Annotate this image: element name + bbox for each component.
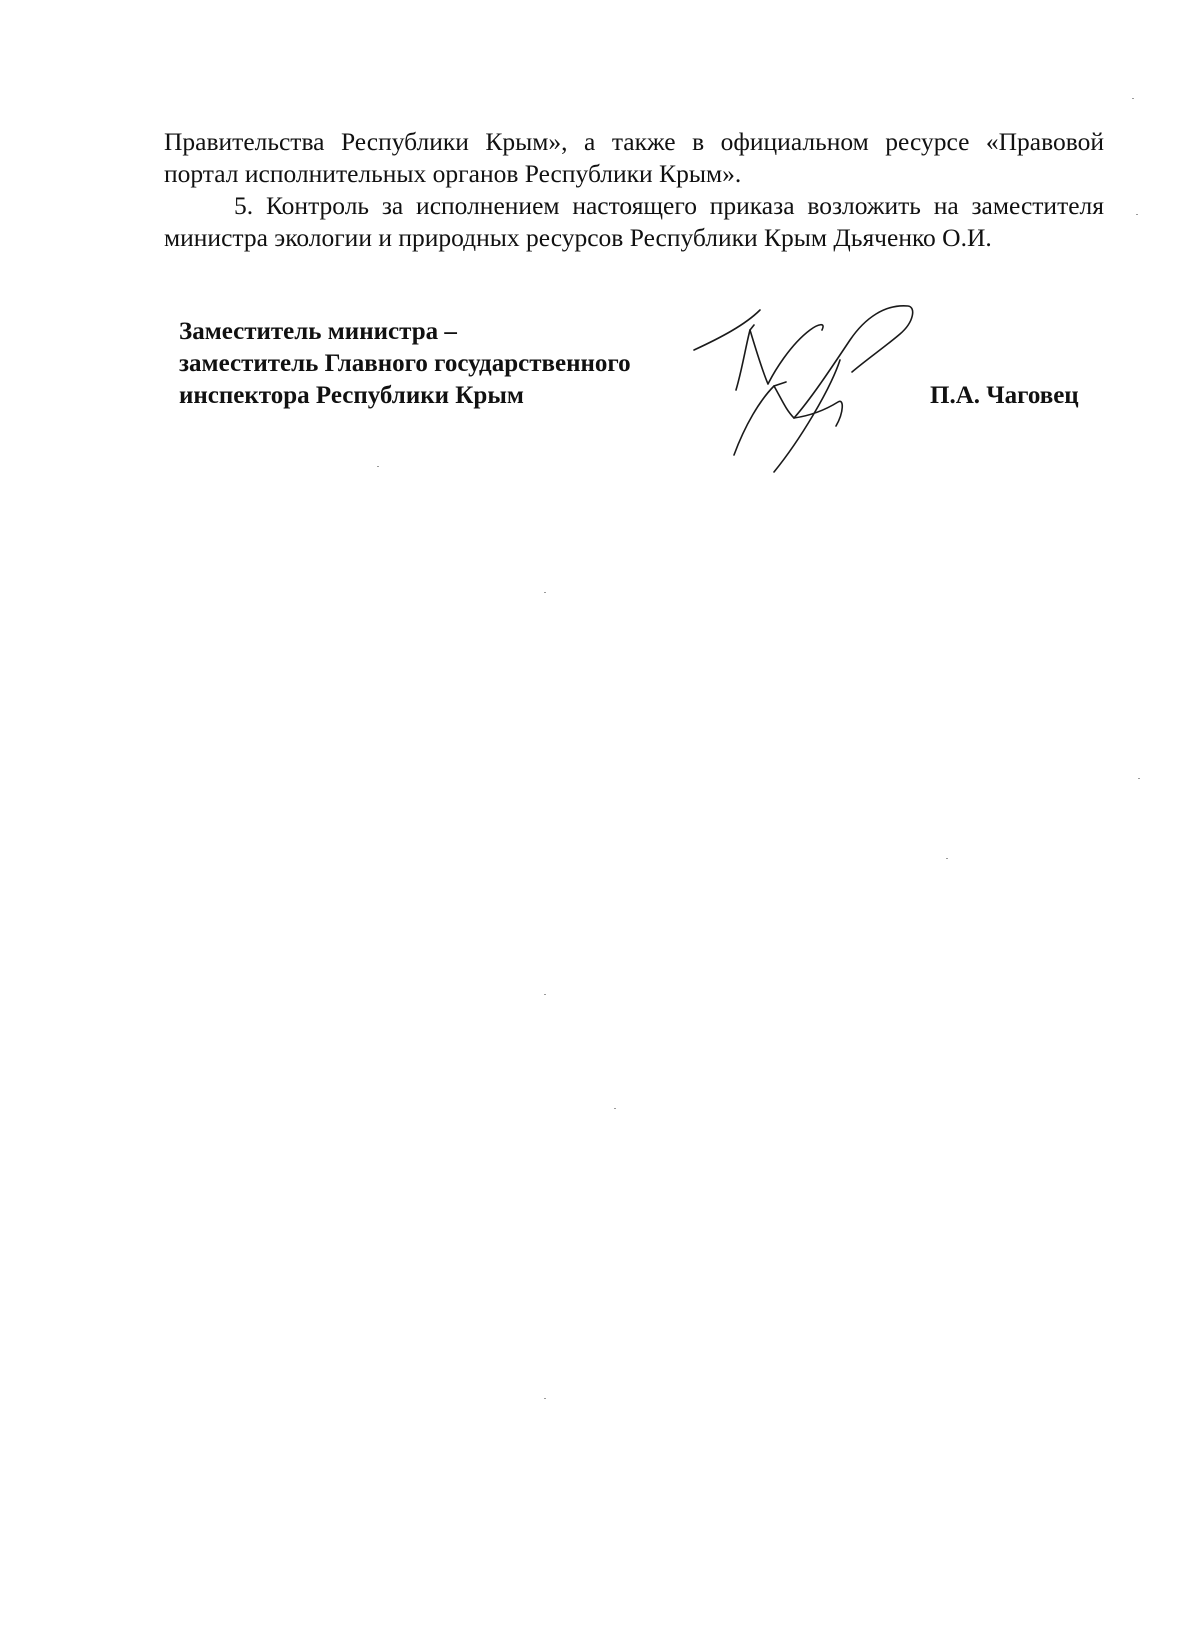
signatory-position — [179, 316, 719, 412]
scan-speck — [544, 592, 546, 593]
scan-speck — [946, 858, 948, 859]
handwritten-signature — [690, 300, 950, 500]
document-body — [164, 126, 1104, 254]
scan-speck — [377, 466, 379, 467]
paragraph-line-4: министра экологии и природных ресурсов Республики Крым Дьяченко О.И. — [164, 223, 992, 252]
signatory-name: П.А. Чаговец — [930, 382, 1079, 409]
signatory-position-line-3: инспектора Республики Крым — [179, 382, 524, 409]
paragraph-line-1: Правительства Республики Крым», а также в официальном ресурсе «Правовой — [164, 127, 1104, 156]
scan-speck — [614, 1108, 616, 1109]
scan-speck — [1132, 98, 1134, 99]
scan-speck — [1136, 214, 1138, 215]
signature-stroke-5 — [774, 306, 913, 418]
paragraph-line-2: портал исполнительных органов Республики Крым». — [164, 159, 742, 188]
signature-stroke-3 — [750, 325, 823, 384]
paragraph-line-3: 5. Контроль за исполнением настоящего приказа возложить на заместителя — [234, 191, 1104, 220]
scan-speck — [544, 1398, 546, 1399]
signatory-position-line-2: заместитель Главного государственного — [179, 350, 631, 377]
signatory-position-line-1: Заместитель министра – — [179, 318, 457, 345]
scan-speck — [544, 994, 546, 995]
scan-speck — [1138, 778, 1140, 779]
